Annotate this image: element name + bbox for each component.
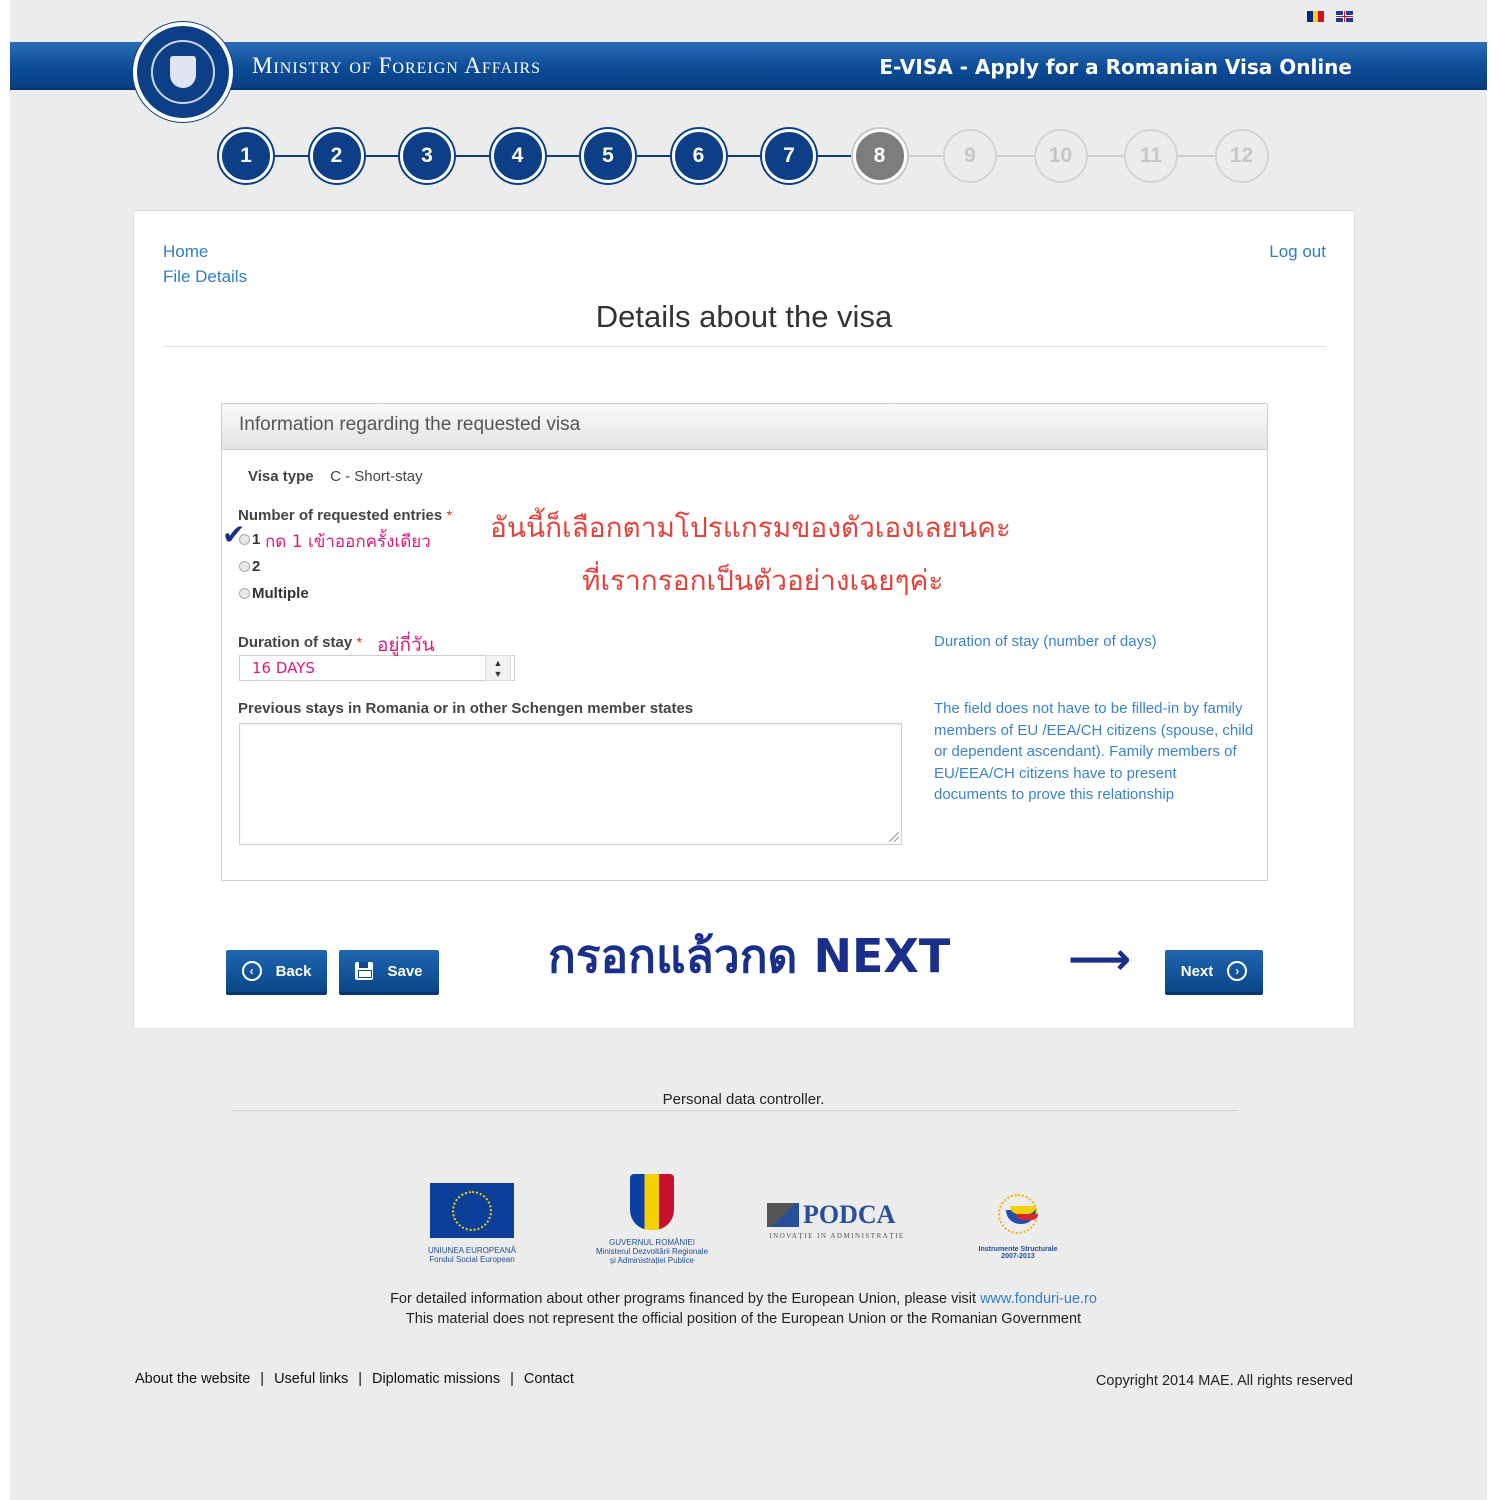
progress-stepper [219, 129, 1269, 183]
required-marker: * [356, 634, 363, 650]
entries-option-multiple[interactable] [239, 585, 309, 602]
government-emblem-icon [133, 22, 233, 122]
entries-annotation: กด 1 เข้าออกครั้งเดียว [265, 532, 431, 552]
about-website-link[interactable]: About the website [135, 1371, 251, 1387]
step-3: 3 [400, 129, 454, 183]
chevron-left-icon: ‹ [242, 961, 262, 981]
duration-label: Duration of stay [238, 634, 353, 651]
logout-link[interactable]: Log out [1269, 242, 1326, 261]
step-2: 2 [310, 129, 364, 183]
previous-stays-textarea[interactable] [239, 723, 902, 845]
evisa-title: E-VISA - Apply for a Romanian Visa Online [879, 55, 1352, 79]
duration-hint: Duration of stay (number of days) [934, 633, 1157, 650]
step-6: 6 [672, 129, 726, 183]
podca-subtitle: INOVAȚIE IN ADMINISTRAȚIE [769, 1232, 905, 1240]
eu-info-prefix: For detailed information about other programs financed by the European Union, please visit [390, 1291, 977, 1307]
diplomatic-missions-link[interactable]: Diplomatic missions [371, 1371, 501, 1387]
romanian-flag-icon[interactable] [1307, 11, 1324, 22]
podca-name: PODCA [803, 1200, 896, 1229]
entries-label-row [238, 507, 452, 525]
english-flag-icon[interactable] [1336, 11, 1353, 22]
back-button-label: Back [275, 962, 312, 980]
title-divider [163, 346, 1326, 347]
back-button[interactable] [226, 950, 327, 995]
next-instruction: กรอกแล้วกด NEXT [548, 929, 951, 983]
arrow-right-icon: ⟶ [1068, 934, 1132, 985]
romanian-government-logo [580, 1174, 724, 1265]
required-marker: * [446, 507, 453, 523]
personal-data-controller[interactable]: Personal data controller. [662, 1091, 825, 1108]
gov-logo-line2: Ministerul Dezvoltării Regionale [595, 1247, 709, 1256]
eu-logo-line2: Fondul Social European [429, 1255, 515, 1264]
contact-link[interactable]: Contact [523, 1371, 574, 1387]
is-logo-line2: 2007-2013 [1001, 1253, 1035, 1260]
duration-label-row [238, 634, 362, 652]
visa-type-label: Visa type [248, 468, 314, 485]
step-7: 7 [762, 129, 816, 183]
section-title: Information regarding the requested visa [222, 404, 1267, 450]
visa-type-value: C - Short-stay [330, 468, 423, 485]
coat-of-arms-icon [630, 1174, 674, 1230]
step-12: 12 [1215, 129, 1269, 183]
eu-flag-icon [430, 1183, 514, 1238]
gov-logo-line1: GUVERNUL ROMÂNIEI [609, 1238, 695, 1247]
entries-option-2-label: 2 [252, 558, 261, 575]
step-4: 4 [491, 129, 545, 183]
eu-info-text [0, 1291, 1487, 1307]
chevron-right-icon: › [1227, 961, 1247, 981]
next-button[interactable] [1165, 950, 1263, 995]
structural-instruments-icon [988, 1180, 1048, 1240]
previous-stays-label: Previous stays in Romania or in other Schengen member states [238, 700, 694, 717]
entries-label: Number of requested entries [238, 507, 443, 524]
entries-option-1-label: 1 [252, 531, 261, 548]
language-switcher [1307, 11, 1353, 22]
structural-instruments-logo [966, 1180, 1070, 1260]
eu-logo [420, 1183, 524, 1264]
visa-type-row [248, 468, 423, 486]
link-separator: | [260, 1371, 265, 1387]
next-button-label: Next [1180, 962, 1214, 980]
disclaimer-text: This material does not represent the official position of the European Union or the Romanian Government [405, 1311, 1082, 1327]
step-1: 1 [219, 129, 273, 183]
file-details-link[interactable]: File Details [163, 267, 248, 286]
fonduri-ue-link[interactable]: www.fonduri-ue.ro [980, 1291, 1097, 1307]
step-11: 11 [1124, 129, 1178, 183]
footer-links [135, 1371, 574, 1387]
useful-links-link[interactable]: Useful links [274, 1371, 349, 1387]
footer-divider [232, 1110, 1238, 1111]
duration-value: 16 DAYS [252, 659, 315, 677]
home-link[interactable]: Home [163, 242, 209, 261]
podca-mark-icon [767, 1203, 799, 1227]
step-5: 5 [581, 129, 635, 183]
is-logo-line1: Instrumente Structurale [978, 1246, 1058, 1253]
entries-option-2[interactable] [239, 558, 260, 575]
copyright-text: Copyright 2014 MAE. All rights reserved [1095, 1373, 1353, 1389]
eu-logo-line1: UNIUNEA EUROPEANĂ [427, 1246, 517, 1255]
resize-handle-icon[interactable] [889, 832, 899, 842]
instruction-line-1: อันนี้ก็เลือกตามโปรแกรมของตัวเองเลยนคะ [490, 511, 1011, 544]
main-panel [133, 210, 1355, 1029]
entries-radio-multiple[interactable] [239, 588, 250, 599]
step-8-current: 8 [853, 129, 907, 183]
entries-radio-2[interactable] [239, 561, 250, 572]
previous-stays-hint: The field does not have to be filled-in by family members of EU /EEA/CH citizens (spouse, child or dependent ascendant). Family members of EU/EEA/CH citizens have to present documents to prove this relationship [934, 700, 1254, 803]
save-button-label: Save [387, 962, 423, 980]
ministry-title: Ministry of Foreign Affairs [252, 53, 542, 78]
checkmark-icon: ✔ [222, 519, 246, 550]
entries-option-multiple-label: Multiple [252, 585, 309, 602]
gov-logo-line3: și Administrației Publice [609, 1256, 695, 1265]
duration-annotation: อยู่กี่วัน [377, 634, 435, 656]
save-button[interactable] [339, 950, 439, 995]
link-separator: | [358, 1371, 362, 1387]
instruction-line-2: ที่เรากรอกเป็นตัวอย่างเฉยๆค่ะ [582, 564, 944, 597]
page-title: Details about the visa [595, 299, 893, 334]
step-9: 9 [943, 129, 997, 183]
floppy-disk-icon [355, 962, 373, 980]
duration-stepper[interactable]: ▲ ▼ [485, 655, 511, 681]
step-10: 10 [1034, 129, 1088, 183]
link-separator: | [510, 1371, 514, 1387]
podca-logo [767, 1200, 907, 1240]
